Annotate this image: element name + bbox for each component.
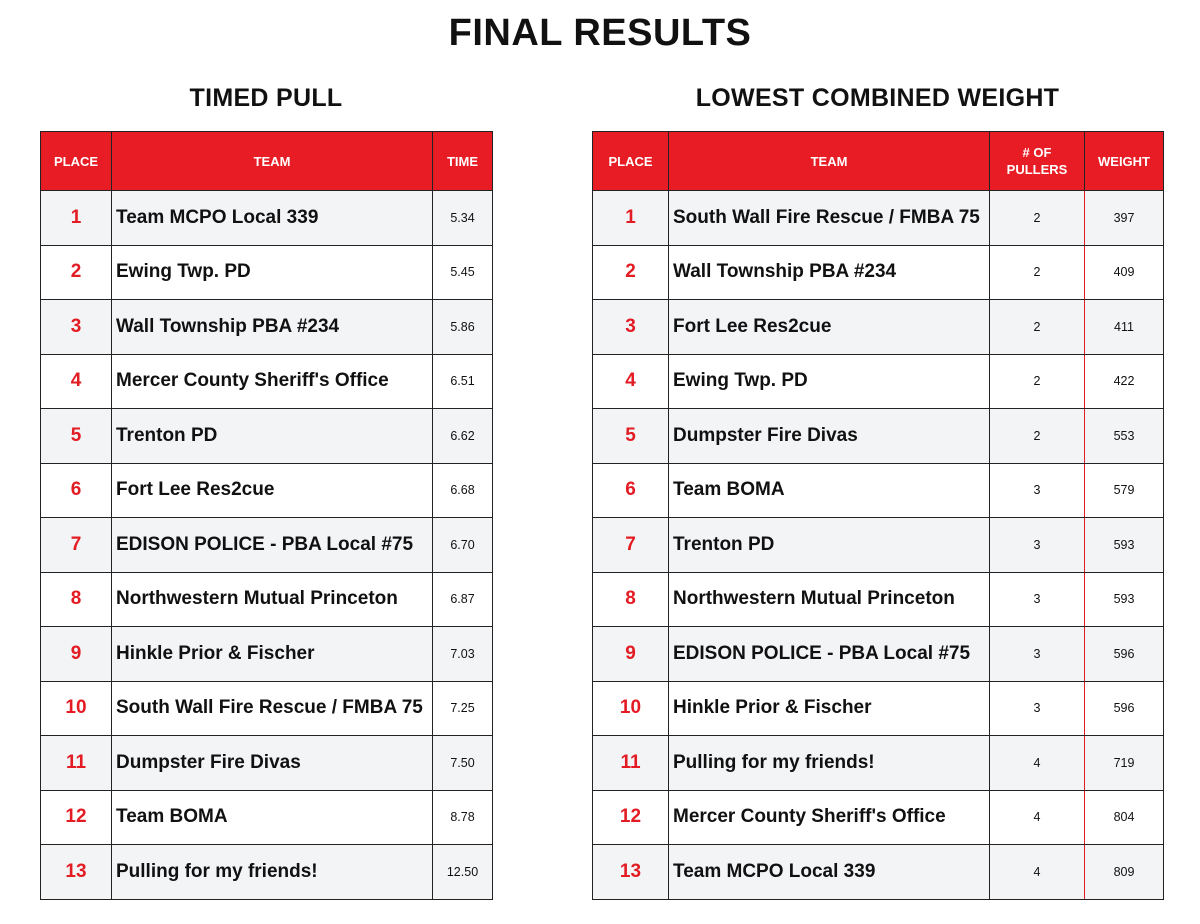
column-header-place: PLACE xyxy=(593,132,669,191)
time-cell: 5.34 xyxy=(433,191,493,246)
team-cell: Wall Township PBA #234 xyxy=(669,245,990,300)
table-row xyxy=(41,463,493,518)
team-cell: Team MCPO Local 339 xyxy=(669,845,990,900)
team-cell: Pulling for my friends! xyxy=(112,845,433,900)
team-cell: Fort Lee Res2cue xyxy=(669,300,990,355)
team-cell: EDISON POLICE - PBA Local #75 xyxy=(669,627,990,682)
pullers-cell: 2 xyxy=(990,354,1085,409)
team-cell: Mercer County Sheriff's Office xyxy=(112,354,433,409)
team-cell: South Wall Fire Rescue / FMBA 75 xyxy=(112,681,433,736)
pullers-cell: 2 xyxy=(990,245,1085,300)
place-cell: 5 xyxy=(593,409,669,464)
weight-cell: 596 xyxy=(1085,627,1164,682)
place-cell: 8 xyxy=(41,572,112,627)
place-cell: 7 xyxy=(41,518,112,573)
weight-cell: 593 xyxy=(1085,518,1164,573)
table-row xyxy=(41,845,493,900)
time-cell: 7.50 xyxy=(433,736,493,791)
pullers-cell: 2 xyxy=(990,409,1085,464)
time-cell: 6.87 xyxy=(433,572,493,627)
place-cell: 8 xyxy=(593,572,669,627)
team-cell: Trenton PD xyxy=(112,409,433,464)
weight-cell: 579 xyxy=(1085,463,1164,518)
weight-cell: 596 xyxy=(1085,681,1164,736)
place-cell: 4 xyxy=(593,354,669,409)
team-cell: South Wall Fire Rescue / FMBA 75 xyxy=(669,191,990,246)
timed-pull-table xyxy=(40,131,493,900)
team-cell: Ewing Twp. PD xyxy=(669,354,990,409)
lowest-weight-table xyxy=(592,131,1164,900)
team-cell: EDISON POLICE - PBA Local #75 xyxy=(112,518,433,573)
table-row xyxy=(593,191,1164,246)
team-cell: Team BOMA xyxy=(669,463,990,518)
weight-cell: 422 xyxy=(1085,354,1164,409)
table-row xyxy=(593,736,1164,791)
table-row xyxy=(593,845,1164,900)
place-cell: 5 xyxy=(41,409,112,464)
time-cell: 5.45 xyxy=(433,245,493,300)
time-cell: 6.62 xyxy=(433,409,493,464)
team-cell: Northwestern Mutual Princeton xyxy=(669,572,990,627)
place-cell: 10 xyxy=(593,681,669,736)
table-header-row xyxy=(41,132,493,191)
place-cell: 12 xyxy=(593,790,669,845)
place-cell: 3 xyxy=(593,300,669,355)
table-row xyxy=(593,518,1164,573)
table-row xyxy=(593,790,1164,845)
time-cell: 7.25 xyxy=(433,681,493,736)
table-row xyxy=(41,300,493,355)
table-row xyxy=(593,627,1164,682)
team-cell: Dumpster Fire Divas xyxy=(112,736,433,791)
pullers-cell: 4 xyxy=(990,736,1085,791)
table-row xyxy=(593,572,1164,627)
team-cell: Fort Lee Res2cue xyxy=(112,463,433,518)
team-cell: Northwestern Mutual Princeton xyxy=(112,572,433,627)
pullers-cell: 3 xyxy=(990,518,1085,573)
pullers-cell: 2 xyxy=(990,300,1085,355)
table-row xyxy=(41,572,493,627)
table-row xyxy=(41,354,493,409)
time-cell: 6.68 xyxy=(433,463,493,518)
place-cell: 2 xyxy=(593,245,669,300)
table-row xyxy=(41,790,493,845)
team-cell: Trenton PD xyxy=(669,518,990,573)
place-cell: 11 xyxy=(593,736,669,791)
table-row xyxy=(593,681,1164,736)
column-header-weight: WEIGHT xyxy=(1085,132,1164,191)
weight-cell: 804 xyxy=(1085,790,1164,845)
weight-cell: 553 xyxy=(1085,409,1164,464)
pullers-cell: 3 xyxy=(990,463,1085,518)
table-row xyxy=(41,409,493,464)
place-cell: 9 xyxy=(41,627,112,682)
time-cell: 6.70 xyxy=(433,518,493,573)
place-cell: 6 xyxy=(593,463,669,518)
pullers-cell: 3 xyxy=(990,572,1085,627)
pullers-header-line1: # OF xyxy=(1022,145,1052,160)
timed-pull-heading: TIMED PULL xyxy=(189,84,343,112)
time-cell: 8.78 xyxy=(433,790,493,845)
team-cell: Mercer County Sheriff's Office xyxy=(669,790,990,845)
time-cell: 7.03 xyxy=(433,627,493,682)
place-cell: 2 xyxy=(41,245,112,300)
table-row xyxy=(593,245,1164,300)
place-cell: 3 xyxy=(41,300,112,355)
table-row xyxy=(593,300,1164,355)
column-header-team: TEAM xyxy=(669,132,990,191)
pullers-cell: 3 xyxy=(990,681,1085,736)
table-row xyxy=(593,463,1164,518)
pullers-cell: 4 xyxy=(990,845,1085,900)
place-cell: 1 xyxy=(593,191,669,246)
table-row xyxy=(41,191,493,246)
column-header-time: TIME xyxy=(433,132,493,191)
team-cell: Team BOMA xyxy=(112,790,433,845)
table-row xyxy=(41,245,493,300)
team-cell: Dumpster Fire Divas xyxy=(669,409,990,464)
table-row xyxy=(41,736,493,791)
place-cell: 1 xyxy=(41,191,112,246)
time-cell: 5.86 xyxy=(433,300,493,355)
time-cell: 6.51 xyxy=(433,354,493,409)
table-row xyxy=(593,354,1164,409)
table-row xyxy=(41,518,493,573)
place-cell: 13 xyxy=(593,845,669,900)
weight-cell: 397 xyxy=(1085,191,1164,246)
weight-cell: 411 xyxy=(1085,300,1164,355)
place-cell: 13 xyxy=(41,845,112,900)
team-cell: Hinkle Prior & Fischer xyxy=(112,627,433,682)
pullers-cell: 2 xyxy=(990,191,1085,246)
pullers-header-line2: PULLERS xyxy=(1006,162,1068,177)
time-cell: 12.50 xyxy=(433,845,493,900)
place-cell: 9 xyxy=(593,627,669,682)
team-cell: Ewing Twp. PD xyxy=(112,245,433,300)
weight-cell: 809 xyxy=(1085,845,1164,900)
team-cell: Team MCPO Local 339 xyxy=(112,191,433,246)
lowest-weight-heading: LOWEST COMBINED WEIGHT xyxy=(695,84,1060,112)
table-header-row xyxy=(593,132,1164,191)
place-cell: 11 xyxy=(41,736,112,791)
column-header-team: TEAM xyxy=(112,132,433,191)
pullers-cell: 3 xyxy=(990,627,1085,682)
page-title: FINAL RESULTS xyxy=(448,12,752,54)
table-row xyxy=(593,409,1164,464)
weight-cell: 409 xyxy=(1085,245,1164,300)
weight-cell: 593 xyxy=(1085,572,1164,627)
place-cell: 12 xyxy=(41,790,112,845)
place-cell: 6 xyxy=(41,463,112,518)
table-row xyxy=(41,681,493,736)
place-cell: 10 xyxy=(41,681,112,736)
column-header-place: PLACE xyxy=(41,132,112,191)
team-cell: Wall Township PBA #234 xyxy=(112,300,433,355)
team-cell: Pulling for my friends! xyxy=(669,736,990,791)
column-header-pullers xyxy=(990,132,1085,191)
place-cell: 4 xyxy=(41,354,112,409)
weight-cell: 719 xyxy=(1085,736,1164,791)
place-cell: 7 xyxy=(593,518,669,573)
team-cell: Hinkle Prior & Fischer xyxy=(669,681,990,736)
pullers-cell: 4 xyxy=(990,790,1085,845)
table-row xyxy=(41,627,493,682)
